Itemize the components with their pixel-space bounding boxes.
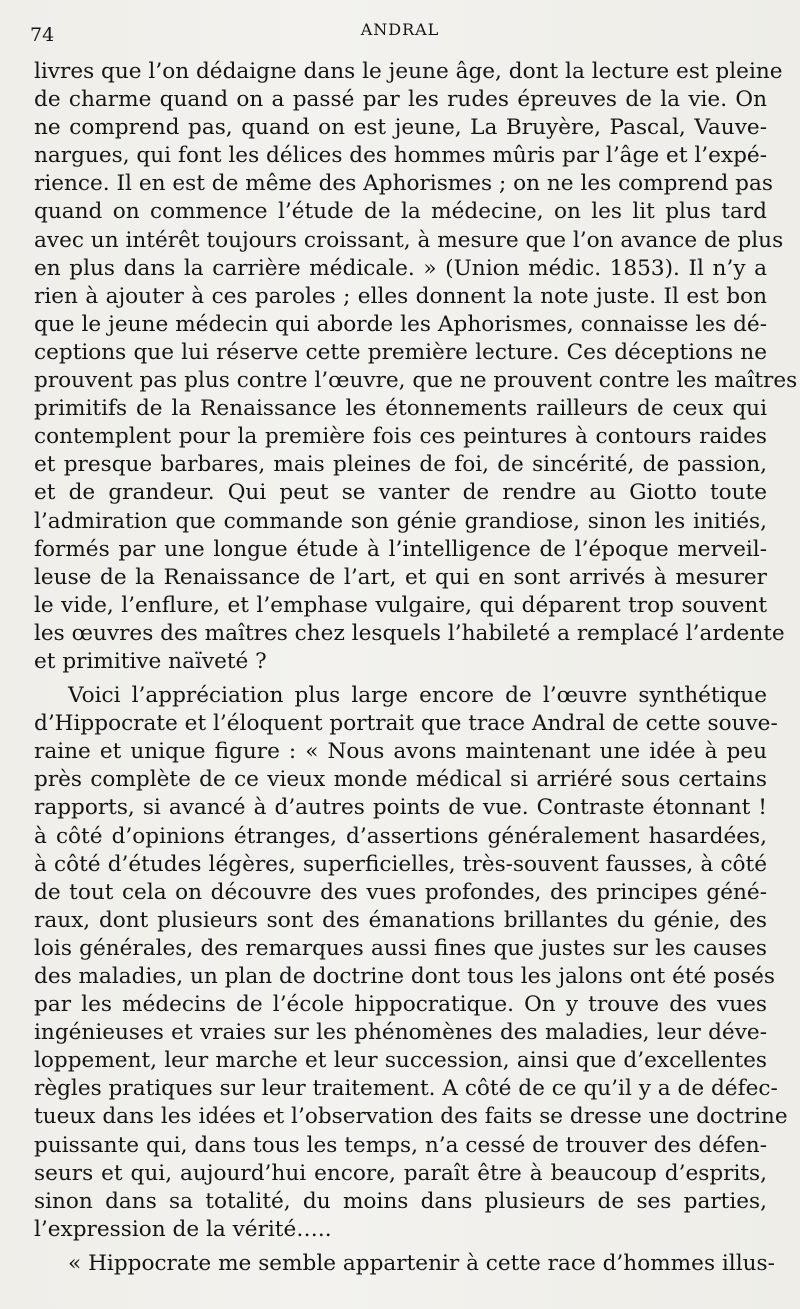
text-line: et de grandeur. Qui peut se vanter de rendre au Giotto toute	[34, 480, 767, 506]
text-line: d’Hippocrate et l’éloquent portrait que trace Andral de cette souve-	[34, 711, 778, 737]
text-line: de tout cela on découvre des vues profondes, des principes géné-	[34, 879, 767, 905]
text-line: rapports, si avancé à d’autres points de vue. Contraste étonnant !	[34, 795, 767, 821]
text-line: tueux dans les idées et l’observation des faits se dresse une doctrine	[34, 1104, 788, 1130]
text-line: livres que l’on dédaigne dans le jeune âge, dont la lecture est pleine	[34, 59, 783, 84]
text-line: règles pratiques sur leur traitement. A côté de ce qu’il y a de défec-	[34, 1076, 778, 1102]
text-line: à côté d’opinions étranges, d’assertions généralement hasardées,	[34, 823, 767, 849]
text-line: seurs et qui, aujourd’hui encore, paraît être à beaucoup d’esprits,	[34, 1160, 767, 1186]
text-line: leuse de la Renaissance de l’art, et qui en sont arrivés à mesurer	[34, 564, 767, 590]
text-line: ingénieuses et vraies sur les phénomènes des maladies, leur déve-	[34, 1020, 767, 1046]
text-line: prouvent pas plus contre l’œuvre, que ne prouvent contre les maîtres	[34, 368, 798, 394]
text-line: primitifs de la Renaissance les étonnements railleurs de ceux qui	[34, 396, 767, 422]
text-line: formés par une longue étude à l’intelligence de l’époque merveil-	[34, 536, 767, 562]
text-line: les œuvres des maîtres chez lesquels l’habileté a remplacé l’ardente	[34, 620, 785, 646]
text-line: de charme quand on a passé par les rudes épreuves de la vie. On	[34, 87, 767, 113]
text-line: avec un intérêt toujours croissant, à mesure que l’on avance de plus	[34, 227, 784, 253]
text-line: que le jeune médecin qui aborde les Aphorismes, connaisse les dé-	[34, 311, 767, 337]
text-line: et primitive naïveté ?	[34, 648, 267, 674]
text-line: quand on commence l’étude de la médecine, on les lit plus tard	[34, 199, 767, 225]
text-line: des maladies, un plan de doctrine dont tous les jalons ont été posés	[34, 964, 775, 989]
paragraph	[34, 1250, 775, 1278]
text-line: « Hippocrate me semble appartenir à cette race d’hommes illus-	[68, 1250, 775, 1276]
text-line: l’expression de la vérité…..	[34, 1216, 332, 1242]
text-line: rience. Il en est de même des Aphorismes ; on ne les comprend pas	[34, 171, 773, 197]
running-head: ANDRAL	[360, 20, 440, 39]
page-header	[30, 16, 770, 52]
paragraph	[34, 682, 788, 1244]
text-line: près complète de ce vieux monde médical si arriéré sous certains	[34, 767, 767, 793]
text-line: le vide, l’enflure, et l’emphase vulgaire, qui déparent trop souvent	[34, 592, 767, 618]
text-line: contemplent pour la première fois ces peintures à contours raides	[34, 424, 767, 450]
text-line: puissante qui, dans tous les temps, n’a cessé de trouver des défen-	[34, 1132, 767, 1158]
text-line: rien à ajouter à ces paroles ; elles donnent la note juste. Il est bon	[34, 283, 767, 309]
text-line: l’admiration que commande son génie grandiose, sinon les initiés,	[34, 508, 767, 534]
text-line: raine et unique figure : « Nous avons maintenant une idée à peu	[34, 739, 767, 765]
paragraph	[34, 58, 798, 676]
body-text	[34, 58, 798, 1278]
text-line: ceptions que lui réserve cette première lecture. Ces déceptions ne	[34, 339, 767, 365]
text-line: sinon dans sa totalité, du moins dans plusieurs de ses parties,	[34, 1188, 767, 1214]
text-line: raux, dont plusieurs sont des émanations brillantes du génie, des	[34, 907, 767, 933]
text-line: nargues, qui font les délices des hommes mûris par l’âge et l’expé-	[34, 143, 767, 169]
text-line: et presque barbares, mais pleines de foi, de sincérité, de passion,	[34, 452, 767, 478]
text-line: loppement, leur marche et leur succession, ainsi que d’excellentes	[34, 1048, 767, 1074]
text-line: lois générales, des remarques aussi fines que justes sur les causes	[34, 935, 767, 961]
text-line: à côté d’études légères, superficielles, très-souvent fausses, à côté	[34, 851, 767, 877]
text-line: en plus dans la carrière médicale. » (Union médic. 1853). Il n’y a	[34, 255, 767, 281]
text-line: par les médecins de l’école hippocratique. On y trouve des vues	[34, 992, 767, 1018]
text-line: ne comprend pas, quand on est jeune, La Bruyère, Pascal, Vauve-	[34, 115, 767, 141]
text-line: Voici l’appréciation plus large encore de l’œuvre synthétique	[68, 683, 767, 709]
page-number: 74	[30, 24, 55, 46]
